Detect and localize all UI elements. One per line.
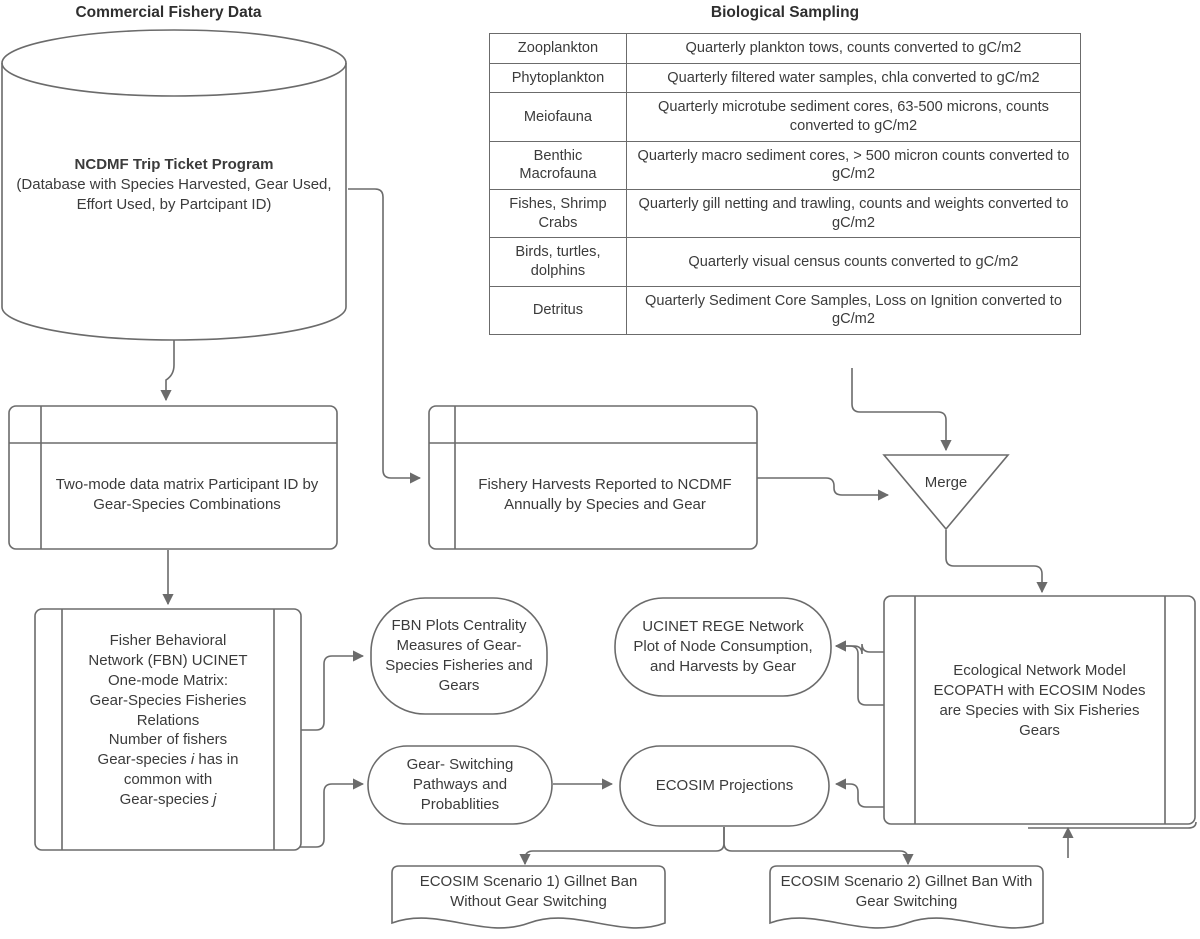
fbn-line-7c: has in bbox=[194, 751, 239, 769]
table-cell-category: Detritus bbox=[490, 286, 627, 334]
node-ecological-network-model[interactable] bbox=[883, 595, 1196, 825]
table-cell-method: Quarterly plankton tows, counts converted to gC/m2 bbox=[626, 34, 1080, 64]
fbn-line-8: common with bbox=[123, 771, 213, 789]
table-cell-category: Fishes, Shrimp Crabs bbox=[490, 190, 627, 238]
wire-db-to-harvests bbox=[348, 189, 420, 478]
table-cell-method: Quarterly macro sediment cores, > 500 micron counts converted to gC/m2 bbox=[626, 141, 1080, 189]
table-cell-category: Phytoplankton bbox=[490, 63, 627, 93]
wire-merge-to-ecomodel bbox=[946, 530, 1042, 592]
fbn-line-9-index-j: j bbox=[213, 791, 217, 809]
wire-ecosim-to-scenario1 bbox=[525, 827, 724, 864]
fbn-line-1: Fisher Behavioral bbox=[109, 631, 227, 649]
table-cell-category: Meiofauna bbox=[490, 93, 627, 141]
table-row bbox=[490, 63, 1081, 93]
table-cell-category: Birds, turtles, dolphins bbox=[490, 238, 627, 286]
wire-ecomodel-to-rege bbox=[836, 644, 886, 654]
node-fisher-behavioral-network-matrix[interactable] bbox=[34, 608, 302, 851]
biological-sampling-table bbox=[489, 33, 1081, 335]
table-cell-method: Quarterly Sediment Core Samples, Loss on Ignition converted to gC/m2 bbox=[626, 286, 1080, 334]
node-ecosim-scenario-1[interactable] bbox=[390, 864, 667, 939]
ucinet-rege-label: UCINET REGE Network Plot of Node Consumption, and Harvests by Gear bbox=[633, 618, 813, 675]
wire-biotable-to-merge bbox=[852, 368, 946, 450]
wire-fbn-to-plots bbox=[300, 656, 363, 730]
wire-harvests-to-merge bbox=[757, 478, 888, 495]
fbn-line-7a: Gear-species bbox=[97, 751, 191, 769]
wire-ecomodel-to-ecosim bbox=[836, 784, 886, 807]
fbn-plots-label: FBN Plots Centrality Measures of Gear-Species Fisheries and Gears bbox=[385, 617, 533, 694]
table-cell-method: Quarterly visual census counts converted to gC/m2 bbox=[626, 238, 1080, 286]
ecological-model-label: Ecological Network Model ECOPATH with ECOSIM Nodes are Species with Six Fisheries Gears bbox=[933, 662, 1146, 739]
table-row bbox=[490, 238, 1081, 286]
table-cell-category: Zooplankton bbox=[490, 34, 627, 64]
table-row bbox=[490, 93, 1081, 141]
fbn-matrix-label bbox=[78, 631, 257, 810]
fbn-line-6: Number of fishers bbox=[108, 731, 228, 749]
fbn-line-7-index-i: i bbox=[190, 751, 195, 769]
ecosim-projections-label: ECOSIM Projections bbox=[655, 777, 794, 795]
node-ecosim-projections[interactable] bbox=[619, 745, 830, 827]
fbn-line-5: Relations bbox=[136, 711, 200, 729]
node-ncdmf-trip-ticket-database[interactable] bbox=[0, 28, 348, 342]
fbn-line-2: Network (FBN) UCINET bbox=[88, 651, 248, 669]
merge-label: Merge bbox=[924, 474, 968, 491]
database-title: NCDMF Trip Ticket Program bbox=[74, 156, 274, 174]
node-ecosim-scenario-2[interactable] bbox=[768, 864, 1045, 939]
database-subtitle: (Database with Species Harvested, Gear Used, Effort Used, by Partcipant ID) bbox=[16, 176, 332, 213]
table-cell-method: Quarterly microtube sediment cores, 63-500 microns, counts converted to gC/m2 bbox=[626, 93, 1080, 141]
node-fishery-harvests-reported[interactable] bbox=[428, 405, 758, 550]
node-ucinet-rege-network-plot[interactable] bbox=[614, 597, 832, 697]
gear-switching-label: Gear- Switching Pathways and Probablities bbox=[406, 756, 514, 813]
node-two-mode-data-matrix[interactable] bbox=[8, 405, 338, 550]
table-row bbox=[490, 141, 1081, 189]
fbn-line-4: Gear-Species Fisheries bbox=[89, 691, 247, 709]
table-cell-method: Quarterly gill netting and trawling, counts and weights converted to gC/m2 bbox=[626, 190, 1080, 238]
heading-biological-sampling: Biological Sampling bbox=[710, 4, 860, 21]
node-fbn-plots-centrality[interactable] bbox=[370, 597, 548, 715]
fishery-harvests-label: Fishery Harvests Reported to NCDMF Annually by Species and Gear bbox=[478, 475, 732, 513]
wire-db-to-twomode bbox=[166, 340, 174, 400]
table-row bbox=[490, 190, 1081, 238]
fbn-line-3: One-mode Matrix: bbox=[107, 671, 229, 689]
table-cell-method: Quarterly filtered water samples, chla converted to gC/m2 bbox=[626, 63, 1080, 93]
two-mode-matrix-label: Two-mode data matrix Participant ID by Gear-Species Combinations bbox=[55, 475, 319, 513]
table-cell-category: Benthic Macrofauna bbox=[490, 141, 627, 189]
node-gear-switching-pathways[interactable] bbox=[367, 745, 553, 825]
node-merge[interactable] bbox=[881, 453, 1011, 531]
heading-commercial-fishery-data: Commercial Fishery Data bbox=[75, 4, 262, 21]
wire-ecosim-to-scenario2 bbox=[724, 827, 908, 864]
wire-fbn-to-gearswitch bbox=[300, 784, 363, 847]
table-row bbox=[490, 286, 1081, 334]
table-row bbox=[490, 34, 1081, 64]
fbn-line-9a: Gear-species bbox=[119, 791, 213, 809]
wire-ecomodel-to-rege-2 bbox=[836, 646, 886, 705]
scenario-1-label: ECOSIM Scenario 1) Gillnet Ban Without Gear Switching bbox=[419, 873, 638, 910]
scenario-2-label: ECOSIM Scenario 2) Gillnet Ban With Gear Switching bbox=[780, 873, 1033, 910]
database-label-group bbox=[0, 155, 348, 215]
